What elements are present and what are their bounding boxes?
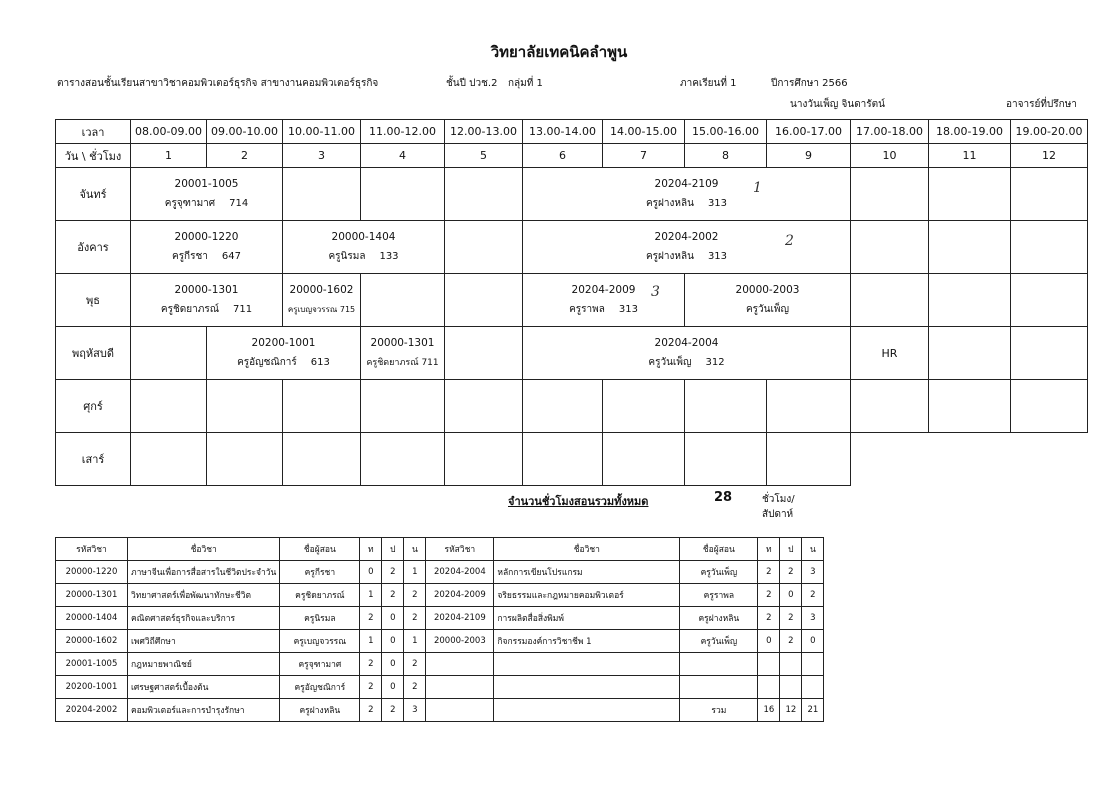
subject-teacher: ครูนิรมล: [280, 607, 360, 630]
credits: [802, 676, 824, 699]
column-header: น: [404, 538, 426, 561]
empty-cell: [207, 433, 283, 486]
class-block: [523, 168, 851, 221]
subject-code: 20204-2004: [426, 561, 494, 584]
empty-cell: [929, 327, 1011, 380]
class-block: [523, 274, 685, 327]
subject-teacher: [680, 653, 758, 676]
class-room: 313: [707, 198, 728, 209]
practice-hours: 0: [382, 607, 404, 630]
time-cell: 19.00-20.00: [1011, 120, 1088, 144]
subject-name: เศรษฐศาสตร์เบื้องต้น: [128, 676, 280, 699]
theory-hours: 0: [758, 630, 780, 653]
time-cell: 10.00-11.00: [283, 120, 361, 144]
table-row: [56, 607, 824, 630]
empty-cell: [851, 380, 929, 433]
subject-teacher: ครูวันเพ็ญ: [680, 630, 758, 653]
empty-cell: [283, 433, 361, 486]
subject-code: [426, 676, 494, 699]
empty-cell: [131, 433, 207, 486]
practice-hours: [780, 653, 802, 676]
empty-cell: [361, 274, 445, 327]
empty-cell: [929, 168, 1011, 221]
theory-hours: 16: [758, 699, 780, 722]
class-block: [685, 274, 851, 327]
class-code: 20200-1001: [251, 337, 316, 349]
slot-cell: 8: [685, 144, 767, 168]
subject-teacher: ครูราพล: [680, 584, 758, 607]
class-room: 313: [618, 304, 638, 315]
empty-cell: [603, 380, 685, 433]
class-block: [523, 221, 851, 274]
credits: 1: [404, 630, 426, 653]
class-code: 20000-2003: [735, 284, 800, 296]
page-title: วิทยาลัยเทคนิคลำพูน: [490, 43, 628, 61]
subject-name: จริยธรรมและกฎหมายคอมพิวเตอร์: [494, 584, 680, 607]
practice-hours: 2: [382, 584, 404, 607]
slot-cell: 2: [207, 144, 283, 168]
day-row-thursday: [56, 327, 1088, 380]
empty-cell: [131, 380, 207, 433]
credits: 21: [802, 699, 824, 722]
subject-teacher: ครูอัญชณิการ์: [280, 676, 360, 699]
subject-code: 20200-1001: [56, 676, 128, 699]
empty-cell: [603, 433, 685, 486]
theory-hours: [758, 653, 780, 676]
column-header: ท: [360, 538, 382, 561]
theory-hours: 2: [360, 676, 382, 699]
slot-cell: 6: [523, 144, 603, 168]
day-name: พฤหัสบดี: [56, 327, 131, 380]
day-row-monday: [56, 168, 1088, 221]
table-row: [56, 653, 824, 676]
practice-hours: 2: [382, 699, 404, 722]
empty-cell: [1011, 327, 1088, 380]
time-cell: 16.00-17.00: [767, 120, 851, 144]
empty-cell: [361, 380, 445, 433]
column-header: น: [802, 538, 824, 561]
theory-hours: 2: [758, 584, 780, 607]
credits: 2: [404, 676, 426, 699]
slot-cell: 1: [131, 144, 207, 168]
empty-cell: [767, 380, 851, 433]
subject-teacher: ครูเบญจวรรณ: [280, 630, 360, 653]
class-code: 20000-1301: [174, 284, 239, 296]
class-block: [283, 221, 445, 274]
class-code: 20204-2009: [571, 284, 636, 296]
time-cell: 17.00-18.00: [851, 120, 929, 144]
class-room: 647: [221, 251, 241, 262]
schedule-label: ตารางสอนชั้นเรียนสาขาวิชาคอมพิวเตอร์ธุรกิจ สาขางานคอมพิวเตอร์ธุรกิจ: [57, 78, 379, 89]
theory-hours: 2: [758, 561, 780, 584]
class-teacher: ครูฝางหลิน: [645, 251, 694, 262]
credits: 3: [802, 561, 824, 584]
empty-cell: [1011, 274, 1088, 327]
day-name: อังคาร: [56, 221, 131, 274]
slot-cell: 10: [851, 144, 929, 168]
column-header: รหัสวิชา: [56, 538, 128, 561]
subject-name: ภาษาจีนเพื่อการสื่อสารในชีวิตประจำวัน: [128, 561, 280, 584]
practice-hours: 0: [780, 584, 802, 607]
class-code: 20000-1301: [370, 337, 435, 349]
subject-name: การผลิตสื่อสิ่งพิมพ์: [494, 607, 680, 630]
theory-hours: 2: [360, 653, 382, 676]
class-code: 20204-2002: [654, 231, 719, 243]
slot-cell: 11: [929, 144, 1011, 168]
table-row: [56, 584, 824, 607]
subject-teacher: ครูฝางหลิน: [680, 607, 758, 630]
subject-code: [426, 699, 494, 722]
day-row-tuesday: [56, 221, 1088, 274]
slot-cell: 4: [361, 144, 445, 168]
credits: 1: [404, 561, 426, 584]
practice-hours: [780, 676, 802, 699]
class-room: 133: [379, 251, 399, 262]
practice-hours: 2: [780, 607, 802, 630]
class-room: 711: [232, 304, 253, 315]
class-teacher: ครูอัญชณิการ์: [237, 357, 297, 368]
theory-hours: 1: [360, 584, 382, 607]
class-room: 613: [310, 357, 330, 368]
time-row: [56, 120, 1088, 144]
time-cell: 09.00-10.00: [207, 120, 283, 144]
table-row: [56, 561, 824, 584]
class-teacher: ครูจุฑามาศ: [164, 198, 216, 209]
theory-hours: 2: [360, 607, 382, 630]
practice-hours: 0: [382, 676, 404, 699]
empty-cell: [445, 380, 523, 433]
empty-cell: [1011, 221, 1088, 274]
subject-code: 20000-1404: [56, 607, 128, 630]
column-header: ชื่อวิชา: [128, 538, 280, 561]
class-room: 313: [707, 251, 728, 262]
subject-teacher: รวม: [680, 699, 758, 722]
class-teacher: ครูวันเพ็ญ: [648, 357, 692, 368]
class-teacher: ครูชิดยาภรณ์ 711: [366, 358, 439, 368]
empty-cell: [361, 433, 445, 486]
empty-cell: [767, 433, 851, 486]
column-header: รหัสวิชา: [426, 538, 494, 561]
total-unit: ชั่วโมง/สัปดาห์: [762, 494, 795, 520]
class-block: [131, 274, 283, 327]
class-block: [361, 327, 445, 380]
class-teacher: ครูนิรมล: [328, 251, 366, 262]
subject-header-row: [56, 538, 824, 561]
subject-teacher: ครูฝางหลิน: [280, 699, 360, 722]
empty-cell: [851, 221, 929, 274]
subject-name: [494, 653, 680, 676]
theory-hours: 0: [360, 561, 382, 584]
empty-cell: [445, 168, 523, 221]
empty-cell: [445, 221, 523, 274]
subject-teacher: ครูจุฑามาศ: [280, 653, 360, 676]
level-label: ชั้นปี ปวช.2: [446, 78, 498, 89]
class-block: [523, 327, 851, 380]
column-header: ป: [780, 538, 802, 561]
empty-cell: [445, 274, 523, 327]
subject-code: [426, 653, 494, 676]
hr-cell: HR: [851, 327, 929, 380]
subject-code: 20000-1602: [56, 630, 128, 653]
empty-cell: [929, 221, 1011, 274]
year-label: ปีการศึกษา 2566: [771, 78, 848, 89]
handwritten-mark: 2: [785, 233, 794, 249]
class-teacher: ครูกีรชา: [172, 251, 208, 262]
subject-name: คอมพิวเตอร์และการบำรุงรักษา: [128, 699, 280, 722]
empty-cell: [207, 380, 283, 433]
total-label: จำนวนชั่วโมงสอนรวมทั้งหมด: [508, 495, 649, 508]
class-teacher: ครูชิดยาภรณ์: [160, 304, 219, 315]
empty-cell: [361, 168, 445, 221]
subject-table: [55, 537, 824, 722]
slot-cell: 3: [283, 144, 361, 168]
practice-hours: 0: [382, 653, 404, 676]
empty-cell: [523, 433, 603, 486]
subject-name: [494, 676, 680, 699]
class-teacher: ครูราพล: [569, 304, 605, 315]
theory-hours: [758, 676, 780, 699]
time-label: เวลา: [56, 120, 131, 144]
subject-code: 20204-2109: [426, 607, 494, 630]
blank-area: [851, 433, 1088, 486]
subject-code: 20000-1220: [56, 561, 128, 584]
class-room: 312: [705, 357, 725, 368]
time-cell: 18.00-19.00: [929, 120, 1011, 144]
empty-cell: [283, 168, 361, 221]
theory-hours: 2: [360, 699, 382, 722]
empty-cell: [851, 274, 929, 327]
group-label: กลุ่มที่ 1: [508, 78, 543, 89]
subject-teacher: [680, 676, 758, 699]
slot-cell: 9: [767, 144, 851, 168]
subject-code: 20204-2002: [56, 699, 128, 722]
column-header: ป: [382, 538, 404, 561]
subject-name: [494, 699, 680, 722]
advisor-name: นางวันเพ็ญ จินดารัตน์: [790, 99, 885, 110]
empty-cell: [445, 327, 523, 380]
day-row-friday: [56, 380, 1088, 433]
empty-cell: [929, 380, 1011, 433]
subject-name: เพศวิถีศึกษา: [128, 630, 280, 653]
handwritten-mark: 3: [651, 284, 660, 300]
day-name: จันทร์: [56, 168, 131, 221]
class-code: 20000-1602: [289, 284, 354, 296]
time-cell: 12.00-13.00: [445, 120, 523, 144]
subject-teacher: ครูวันเพ็ญ: [680, 561, 758, 584]
class-code: 20000-1220: [174, 231, 239, 243]
class-code: 20204-2004: [654, 337, 719, 349]
advisor-label: อาจารย์ที่ปรึกษา: [1006, 99, 1077, 110]
credits: 3: [404, 699, 426, 722]
day-name: พุธ: [56, 274, 131, 327]
empty-cell: [131, 327, 207, 380]
table-row: [56, 630, 824, 653]
subject-code: 20000-1301: [56, 584, 128, 607]
empty-cell: [283, 380, 361, 433]
empty-cell: [929, 274, 1011, 327]
class-block: [207, 327, 361, 380]
timetable: [55, 119, 1088, 486]
empty-cell: [523, 380, 603, 433]
table-row: [56, 676, 824, 699]
class-code: 20204-2109: [654, 178, 719, 190]
empty-cell: [1011, 168, 1088, 221]
subject-code: 20000-2003: [426, 630, 494, 653]
column-header: ท: [758, 538, 780, 561]
subject-teacher: ครูชิดยาภรณ์: [280, 584, 360, 607]
time-cell: 11.00-12.00: [361, 120, 445, 144]
practice-hours: 12: [780, 699, 802, 722]
empty-cell: [1011, 380, 1088, 433]
slot-cell: 5: [445, 144, 523, 168]
slot-cell: 7: [603, 144, 685, 168]
handwritten-mark: 1: [753, 180, 762, 196]
subject-name: คณิตศาสตร์ธุรกิจและบริการ: [128, 607, 280, 630]
class-code: 20001-1005: [174, 178, 239, 190]
column-header: ชื่อวิชา: [494, 538, 680, 561]
theory-hours: 2: [758, 607, 780, 630]
day-row-wednesday: [56, 274, 1088, 327]
credits: 2: [404, 653, 426, 676]
practice-hours: 2: [780, 630, 802, 653]
day-name: ศุกร์: [56, 380, 131, 433]
empty-cell: [685, 433, 767, 486]
empty-cell: [851, 168, 929, 221]
credits: 2: [802, 584, 824, 607]
credits: 3: [802, 607, 824, 630]
subject-name: หลักการเขียนโปรแกรม: [494, 561, 680, 584]
time-cell: 14.00-15.00: [603, 120, 685, 144]
slot-cell: 12: [1011, 144, 1088, 168]
time-cell: 13.00-14.00: [523, 120, 603, 144]
practice-hours: 2: [780, 561, 802, 584]
class-block: [131, 168, 283, 221]
class-block: [131, 221, 283, 274]
slot-row: [56, 144, 1088, 168]
class-teacher: ครูเบญจวรรณ 715: [287, 305, 356, 314]
total-value: 28: [714, 490, 733, 505]
subject-name: วิทยาศาสตร์เพื่อพัฒนาทักษะชีวิต: [128, 584, 280, 607]
credits: 0: [802, 630, 824, 653]
subject-teacher: ครูกีรชา: [280, 561, 360, 584]
subject-code: 20001-1005: [56, 653, 128, 676]
slot-label: วัน \ ชั่วโมง: [56, 144, 131, 168]
theory-hours: 1: [360, 630, 382, 653]
total-hours: [508, 490, 795, 520]
empty-cell: [445, 433, 523, 486]
practice-hours: 2: [382, 561, 404, 584]
time-cell: 15.00-16.00: [685, 120, 767, 144]
class-block: [283, 274, 361, 327]
subject-code: 20204-2009: [426, 584, 494, 607]
credits: [802, 653, 824, 676]
practice-hours: 0: [382, 630, 404, 653]
credits: 2: [404, 607, 426, 630]
day-row-saturday: [56, 433, 1088, 486]
column-header: ชื่อผู้สอน: [280, 538, 360, 561]
class-teacher: ครูวันเพ็ญ: [745, 304, 790, 315]
empty-cell: [685, 380, 767, 433]
subject-name: กฎหมายพาณิชย์: [128, 653, 280, 676]
table-row: [56, 699, 824, 722]
credits: 2: [404, 584, 426, 607]
class-teacher: ครูฝางหลิน: [645, 198, 694, 209]
class-code: 20000-1404: [331, 231, 396, 243]
column-header: ชื่อผู้สอน: [680, 538, 758, 561]
subject-name: กิจกรรมองค์การวิชาชีพ 1: [494, 630, 680, 653]
semester-label: ภาคเรียนที่ 1: [680, 78, 737, 89]
day-name: เสาร์: [56, 433, 131, 486]
time-cell: 08.00-09.00: [131, 120, 207, 144]
class-room: 714: [229, 198, 249, 209]
